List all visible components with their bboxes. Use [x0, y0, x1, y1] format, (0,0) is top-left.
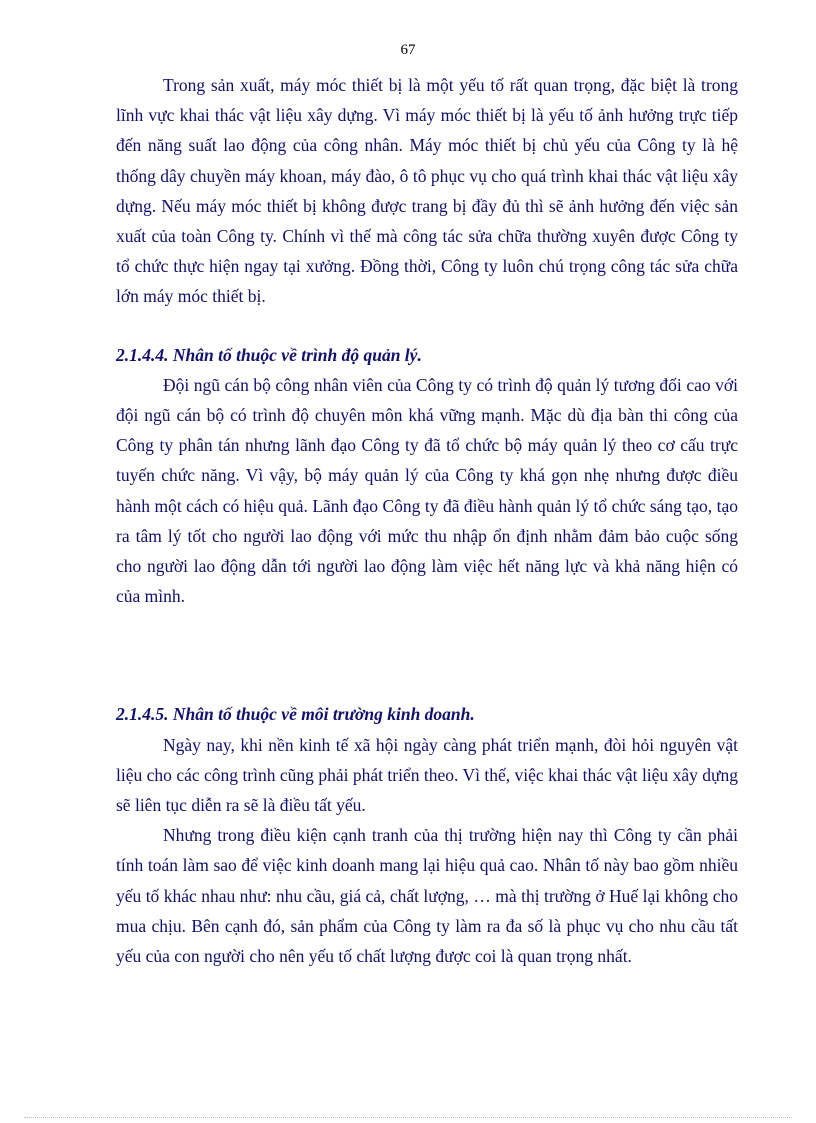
paragraph-management: Đội ngũ cán bộ công nhân viên của Công ty có trình độ quản lý tương đối cao với đội ngũ cán bộ có trình độ chuyên môn khá vững mạnh. Mặc dù địa bàn thi công của Công ty phân tán nhưng lãnh đạo Công ty đã tổ chức bộ máy quản lý theo cơ cấu trực tuyến chức năng. Vì vậy, bộ máy quản lý của Công ty khá gọn nhẹ nhưng được điều hành một cách có hiệu quả. Lãnh đạo Công ty đã điều hành quản lý tổ chức sáng tạo, tạo ra tâm lý tốt cho người lao động với mức thu nhập ổn định nhằm đảm bảo cuộc sống cho người lao động dẫn tới người lao động làm việc hết năng lực và khả năng hiện có của mình. — [116, 374, 738, 607]
paragraph-machinery: Trong sản xuất, máy móc thiết bị là một yếu tố rất quan trọng, đặc biệt là trong lĩnh vực khai thác vật liệu xây dựng. Vì máy móc thiết bị là yếu tố ảnh hưởng trực tiếp đến năng suất lao động của công nhân. Máy móc thiết bị chủ yếu của Công ty là hệ thống dây chuyền máy khoan, máy đào, ô tô phục vụ cho quá trình khai thác vật liệu xây dựng. Nếu máy móc thiết bị không được trang bị đầy đủ thì sẽ ảnh hưởng đến việc sản xuất của toàn Công ty. Chính vì thế mà công tác sửa chữa thường xuyên được Công ty tổ chức thực hiện ngay tại xưởng. Đồng thời, Công ty luôn chú trọng công tác sửa chữa lớn máy móc thiết bị. — [116, 75, 738, 307]
document-body — [116, 70, 738, 971]
section-spacer — [116, 611, 738, 699]
section-heading-management: 2.1.4.4. Nhân tố thuộc về trình độ quản lý. — [116, 344, 422, 365]
paragraph-business-development: Ngày nay, khi nền kinh tế xã hội ngày càng phát triển mạnh, đòi hỏi nguyên vật liệu cho các công trình cũng phải phát triển theo. Vì thế, việc khai thác vật liệu xây dựng sẽ liên tục diễn ra sẽ là điều tất yếu. — [116, 734, 738, 816]
page-number: 67 — [400, 42, 416, 58]
page-bottom-rule — [24, 1117, 792, 1118]
paragraph-competition: Nhưng trong điều kiện cạnh tranh của thị trường hiện nay thì Công ty cần phải tính toán làm sao để việc kinh doanh mang lại hiệu quả cao. Nhân tố này bao gồm nhiều yếu tố khác nhau như: nhu cầu, giá cả, chất lượng, … mà thị trường ở Huế lại không cho mua chịu. Bên cạnh đó, sản phẩm của Công ty làm ra đa số là phục vụ cho nhu cầu tất yếu của con người cho nên yếu tố chất lượng được coi là quan trọng nhất. — [116, 825, 738, 967]
section-spacer — [116, 312, 738, 340]
section-heading-business-environment: 2.1.4.5. Nhân tố thuộc về môi trường kinh doanh. — [116, 704, 475, 725]
